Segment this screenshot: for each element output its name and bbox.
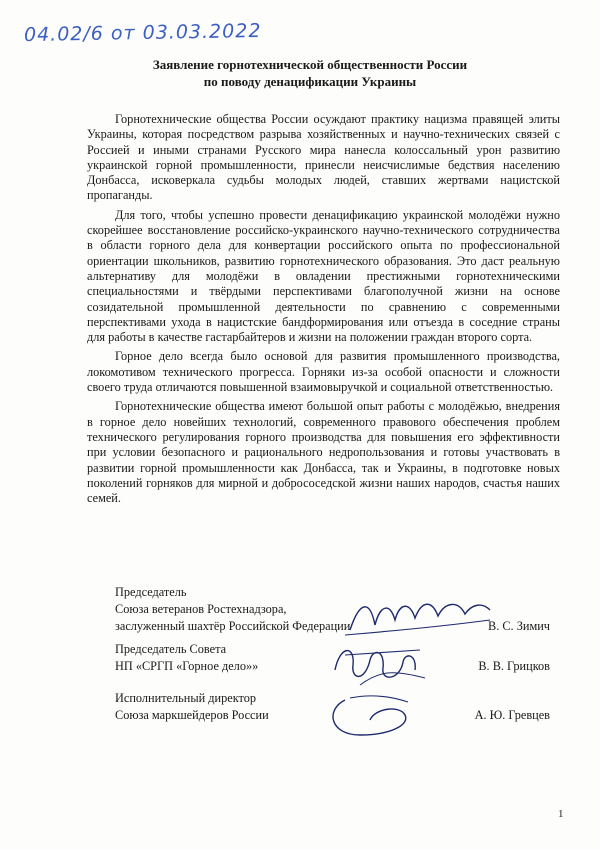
signatory-title-line: НП «СРГП «Горное дело»» [115, 659, 259, 673]
handwritten-registration-note: 04.02/6 от 03.03.2022 [23, 19, 262, 47]
signature-zimich [340, 590, 500, 645]
paragraph: Горное дело всегда было основой для развития промышленного производства, локомотивом технического прогресса. Горняки из-за особой опасности и сложности своего труда отличаются повышенной взаимовыручкой и социальной ответственностью. [87, 349, 560, 395]
signatory-name: А. Ю. Гревцев [474, 708, 550, 722]
paragraph: Горнотехнические общества имеют большой опыт работы с молодёжью, внедрения в горное дело новейших технологий, современного правового обеспечения проблем технического регулирования горного производства для повышения его эффективности при условии безопасного и рационального недропользования и готовы участвовать в развитии горной промышленности как Донбасса, так и Украины, в подготовке новых поколений горняков для мирной и добрососедской жизни наших народов, счастья наших семей. [87, 399, 560, 506]
signatory-name: В. В. Грицков [478, 659, 550, 673]
signatory-title-line: Председатель [115, 585, 187, 599]
signatory-title-line: Председатель Совета [115, 642, 227, 656]
signatory-title-line: Исполнительный директор [115, 691, 257, 705]
paragraph: Для того, чтобы успешно провести денацификацию украинской молодёжи нужно скорейшее восстановление российско-украинского научно-технического сотрудничества в области горного дела для конвертации российского опыта по профессиональной ориентации школьников, развитию горнотехнического образования. Это даст реальную альтернативу для молодёжи в овладении престижными горнотехническими специальностями и твёрдыми перспективами благополучной жизни на основе созидательной промышленной деятельности по сравнению с современными перспективами ухода в нацистские бандформирования или отъезда в соседние страны для работы в качестве гастарбайтеров и жизни на положении граждан второго сорта. [87, 207, 560, 345]
document-title [110, 56, 510, 90]
title-line-2: по поводу денацификации Украины [203, 74, 417, 89]
signature-gritskov [325, 640, 445, 690]
signatory-title-line: заслуженный шахтёр Российской Федерации [115, 619, 351, 633]
title-line-1: Заявление горнотехнической общественности России [152, 57, 468, 72]
statement-body [87, 112, 560, 510]
signatory-title-line: Союза ветеранов Ростехнадзора, [115, 602, 287, 616]
page-number: 1 [558, 808, 564, 820]
signature-grevtsev [320, 690, 430, 745]
signatory-title-line: Союза маркшейдеров России [115, 708, 269, 722]
signatory-name: В. С. Зимич [488, 619, 550, 633]
paragraph: Горнотехнические общества России осуждают практику нацизма правящей элиты Украины, которая посредством разрыва хозяйственных и научно-технических связей с Россией и иными странами Русского мира нанесла колоссальный урон развитию украинской горной промышленности, принесли неисчислимые бедствия населению Донбасса, исковеркала судьбы молодых людей, ставших жертвами нацистской пропаганды. [87, 112, 560, 203]
